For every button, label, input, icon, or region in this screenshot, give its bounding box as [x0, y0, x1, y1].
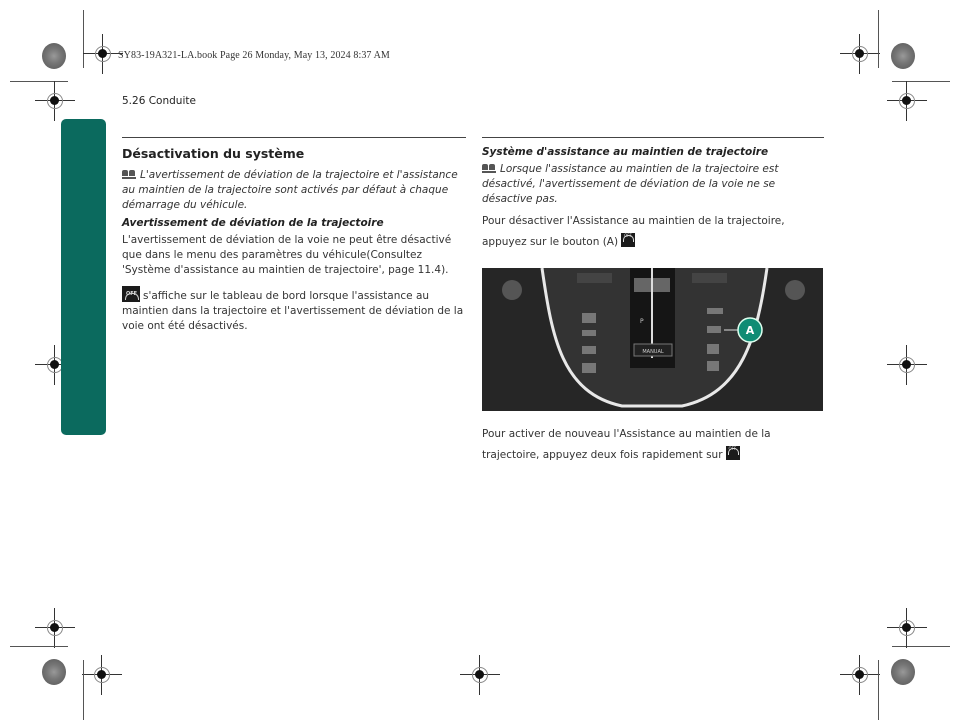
paragraph: L'avertissement de déviation de la voie ne peut être désactivé que dans le menu des paramètres du véhicule(Consultez 'Système d'assistance au maintien de trajectoire', page 11.4).: [122, 234, 452, 276]
registration-mark-icon: [460, 655, 500, 695]
registration-mark-icon: [840, 34, 880, 74]
paragraph: Pour désactiver l'Assistance au maintien de la trajectoire, appuyez sur le bouton (A) OFF: [482, 215, 785, 248]
crop-mark: [878, 660, 879, 720]
book-icon: [482, 164, 496, 173]
registration-mark-icon: [887, 608, 927, 648]
console-illustration: [482, 268, 823, 411]
registration-disc-top-right: [891, 43, 915, 69]
paragraph: Pour activer de nouveau l'Assistance au maintien de la trajectoire, appuyez deux fois rapidement sur OFF: [482, 428, 771, 461]
page-header: 5.26 Conduite: [122, 95, 196, 107]
section-rule: [482, 137, 824, 138]
subheading: Avertissement de déviation de la trajectoire: [122, 217, 384, 229]
print-slug-line: SY83-19A321-LA.book Page 26 Monday, May 13, 2024 8:37 AM: [118, 50, 390, 61]
center-console-figure: [482, 268, 823, 411]
right-column: [482, 137, 824, 261]
chapter-tab: [61, 119, 106, 435]
svg-text:P: P: [640, 318, 644, 325]
registration-mark-icon: [887, 81, 927, 121]
right-column-continued: [482, 424, 824, 474]
registration-mark-icon: [82, 655, 122, 695]
callout-a-label: A: [745, 324, 755, 337]
info-note: Lorsque l'assistance au maintien de la trajectoire est désactivé, l'avertissement de déviation de la voie ne se désactive pas.: [482, 163, 779, 205]
section-rule: [122, 137, 466, 138]
info-note: L'avertissement de déviation de la trajectoire et l'assistance au maintien de la trajectoire sont activés par défaut à chaque démarrage du véhicule.: [122, 169, 458, 211]
crop-mark: [10, 646, 68, 647]
lane-assist-off-icon: OFF: [122, 286, 140, 302]
paragraph: OFF s'affiche sur le tableau de bord lorsque l'assistance au maintien dans la trajectoire et l'avertissement de déviation de la voie ont été désactivés.: [122, 286, 466, 334]
registration-mark-icon: [887, 345, 927, 385]
registration-disc-bottom-left: [42, 659, 66, 685]
book-icon: [122, 170, 136, 179]
registration-mark-icon: [83, 34, 123, 74]
section-heading: Désactivation du système: [122, 146, 305, 161]
registration-disc-bottom-right: [891, 659, 915, 685]
subheading: Système d'assistance au maintien de trajectoire: [482, 146, 769, 158]
left-column: [122, 137, 466, 342]
lane-assist-button-icon: OFF: [621, 233, 635, 247]
svg-text:MANUAL: MANUAL: [642, 349, 664, 355]
registration-mark-icon: [35, 608, 75, 648]
crop-mark: [83, 660, 84, 720]
crop-mark: [878, 10, 879, 68]
registration-mark-icon: [840, 655, 880, 695]
registration-mark-icon: [35, 81, 75, 121]
lane-assist-button-icon: OFF: [726, 446, 740, 460]
registration-disc-top-left: [42, 43, 66, 69]
